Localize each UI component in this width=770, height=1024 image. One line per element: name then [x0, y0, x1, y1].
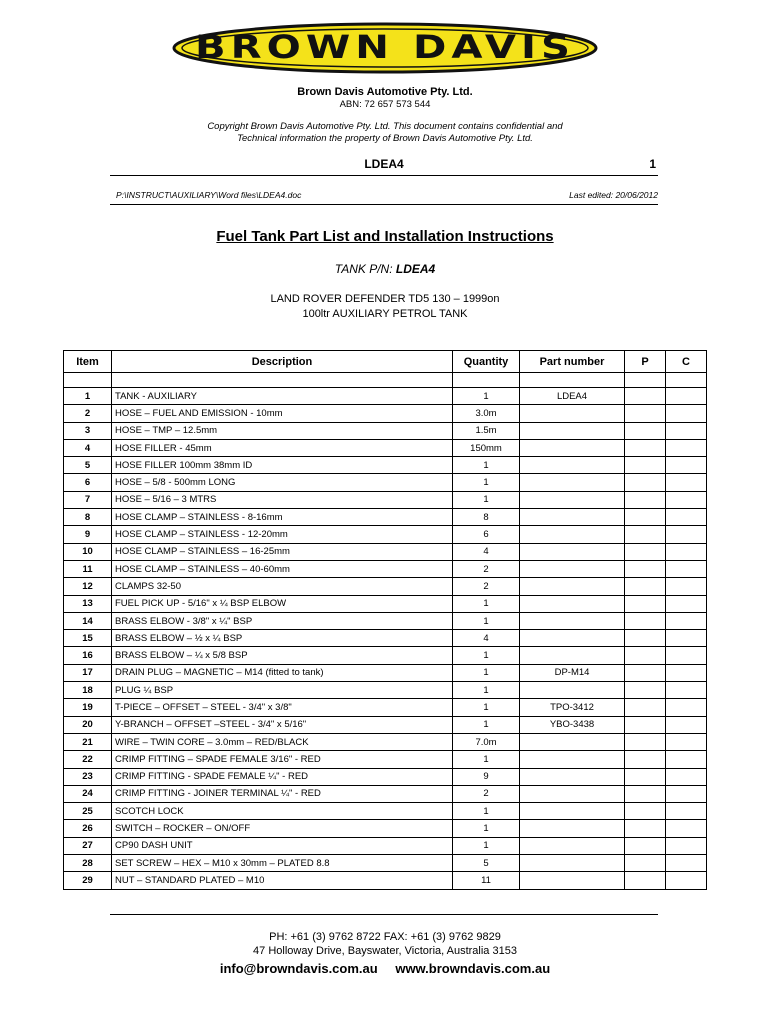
- table-row: [64, 439, 707, 456]
- header-part-number: Part number: [520, 351, 625, 373]
- item-p: [625, 595, 666, 612]
- item-part-number: [520, 422, 625, 439]
- item-number: 12: [64, 578, 112, 595]
- item-c: [666, 457, 707, 474]
- item-c: [666, 768, 707, 785]
- item-description: CP90 DASH UNIT: [112, 837, 453, 854]
- item-number: 23: [64, 768, 112, 785]
- header-divider: [110, 204, 658, 205]
- item-quantity: 1: [453, 474, 520, 491]
- item-quantity: 1: [453, 388, 520, 405]
- item-c: [666, 682, 707, 699]
- vehicle-line-2: 100ltr AUXILIARY PETROL TANK: [302, 308, 468, 320]
- item-p: [625, 820, 666, 837]
- item-part-number: [520, 509, 625, 526]
- table-row: [64, 491, 707, 508]
- item-description: HOSE CLAMP – STAINLESS - 12-20mm: [112, 526, 453, 543]
- copyright-notice: [0, 121, 770, 145]
- item-number: 15: [64, 630, 112, 647]
- item-c: [666, 820, 707, 837]
- item-quantity: 1: [453, 647, 520, 664]
- item-number: 11: [64, 560, 112, 577]
- item-c: [666, 716, 707, 733]
- item-p: [625, 803, 666, 820]
- phone-fax: PH: +61 (3) 9762 8722 FAX: +61 (3) 9762 9829: [269, 931, 501, 943]
- vehicle-line-1: LAND ROVER DEFENDER TD5 130 – 1999on: [270, 293, 500, 305]
- item-part-number: [520, 612, 625, 629]
- item-quantity: 1.5m: [453, 422, 520, 439]
- company-name: Brown Davis Automotive Pty. Ltd.: [297, 86, 473, 98]
- item-number: 7: [64, 491, 112, 508]
- item-quantity: 150mm: [453, 439, 520, 456]
- item-c: [666, 699, 707, 716]
- item-description: SET SCREW – HEX – M10 x 30mm – PLATED 8.8: [112, 855, 453, 872]
- item-description: CRIMP FITTING – SPADE FEMALE 3/16" - RED: [112, 751, 453, 768]
- item-number: 20: [64, 716, 112, 733]
- item-quantity: 9: [453, 768, 520, 785]
- header-p: P: [625, 351, 666, 373]
- item-p: [625, 526, 666, 543]
- item-part-number: YBO-3438: [520, 716, 625, 733]
- table-row: [64, 664, 707, 681]
- item-description: FUEL PICK UP - 5/16" x ¼ BSP ELBOW: [112, 595, 453, 612]
- item-p: [625, 457, 666, 474]
- footer-divider: [110, 914, 658, 915]
- item-quantity: 3.0m: [453, 405, 520, 422]
- item-c: [666, 543, 707, 560]
- item-part-number: [520, 595, 625, 612]
- item-p: [625, 474, 666, 491]
- item-number: 8: [64, 509, 112, 526]
- item-p: [625, 768, 666, 785]
- abn-number: ABN: 72 657 573 544: [339, 99, 431, 110]
- item-quantity: 2: [453, 578, 520, 595]
- table-row: [64, 820, 707, 837]
- item-description: HOSE – 5/8 - 500mm LONG: [112, 474, 453, 491]
- item-c: [666, 855, 707, 872]
- table-row: [64, 526, 707, 543]
- table-row: [64, 837, 707, 854]
- item-quantity: 1: [453, 837, 520, 854]
- item-part-number: [520, 682, 625, 699]
- item-part-number: [520, 785, 625, 802]
- item-description: TANK - AUXILIARY: [112, 388, 453, 405]
- item-description: HOSE FILLER - 45mm: [112, 439, 453, 456]
- item-p: [625, 664, 666, 681]
- item-quantity: 1: [453, 803, 520, 820]
- item-part-number: [520, 751, 625, 768]
- table-spacer-row: [64, 373, 707, 388]
- item-part-number: [520, 872, 625, 889]
- table-row: [64, 647, 707, 664]
- table-row: [64, 768, 707, 785]
- item-quantity: 11: [453, 872, 520, 889]
- table-row: [64, 405, 707, 422]
- table-row: [64, 474, 707, 491]
- item-number: 17: [64, 664, 112, 681]
- item-description: HOSE – 5/16 – 3 MTRS: [112, 491, 453, 508]
- item-quantity: 7.0m: [453, 733, 520, 750]
- item-quantity: 4: [453, 543, 520, 560]
- item-description: BRASS ELBOW - 3/8" x ¼" BSP: [112, 612, 453, 629]
- web-contacts: [0, 961, 770, 976]
- contact-details: [0, 930, 770, 958]
- item-number: 2: [64, 405, 112, 422]
- copyright-line-2: Technical information the property of Brown Davis Automotive Pty. Ltd.: [237, 133, 533, 144]
- table-row: [64, 872, 707, 889]
- table-row: [64, 785, 707, 802]
- item-p: [625, 716, 666, 733]
- item-quantity: 8: [453, 509, 520, 526]
- item-number: 29: [64, 872, 112, 889]
- item-quantity: 1: [453, 491, 520, 508]
- item-p: [625, 405, 666, 422]
- item-p: [625, 699, 666, 716]
- item-quantity: 1: [453, 682, 520, 699]
- table-row: [64, 803, 707, 820]
- last-edited-date: Last edited: 20/06/2012: [569, 190, 658, 200]
- item-part-number: [520, 647, 625, 664]
- table-row: [64, 733, 707, 750]
- item-p: [625, 388, 666, 405]
- item-part-number: [520, 855, 625, 872]
- table-row: [64, 422, 707, 439]
- item-description: HOSE – FUEL AND EMISSION - 10mm: [112, 405, 453, 422]
- table-row: [64, 578, 707, 595]
- address: 47 Holloway Drive, Bayswater, Victoria, Australia 3153: [253, 945, 517, 957]
- item-c: [666, 595, 707, 612]
- item-part-number: [520, 560, 625, 577]
- email-link[interactable]: info@browndavis.com.au: [219, 961, 378, 976]
- item-part-number: [520, 733, 625, 750]
- item-quantity: 1: [453, 595, 520, 612]
- item-description: BRASS ELBOW – ½ x ¼ BSP: [112, 630, 453, 647]
- item-quantity: 1: [453, 664, 520, 681]
- item-part-number: [520, 439, 625, 456]
- item-c: [666, 785, 707, 802]
- item-c: [666, 872, 707, 889]
- table-row: [64, 751, 707, 768]
- header-c: C: [666, 351, 707, 373]
- item-c: [666, 526, 707, 543]
- item-description: HOSE CLAMP – STAINLESS - 8-16mm: [112, 509, 453, 526]
- item-p: [625, 751, 666, 768]
- item-quantity: 2: [453, 560, 520, 577]
- item-number: 13: [64, 595, 112, 612]
- logo-text: BROWN DAVIS: [195, 28, 575, 66]
- item-description: CRIMP FITTING - JOINER TERMINAL ¼" - RED: [112, 785, 453, 802]
- item-p: [625, 785, 666, 802]
- item-number: 24: [64, 785, 112, 802]
- item-part-number: [520, 491, 625, 508]
- item-number: 1: [64, 388, 112, 405]
- item-c: [666, 837, 707, 854]
- item-description: HOSE CLAMP – STAINLESS – 16-25mm: [112, 543, 453, 560]
- item-p: [625, 509, 666, 526]
- item-c: [666, 474, 707, 491]
- item-quantity: 6: [453, 526, 520, 543]
- vehicle-description: [0, 292, 770, 322]
- table-row: [64, 855, 707, 872]
- item-part-number: [520, 457, 625, 474]
- item-quantity: 5: [453, 855, 520, 872]
- item-part-number: [520, 630, 625, 647]
- parts-table: [63, 350, 707, 890]
- item-c: [666, 560, 707, 577]
- item-number: 19: [64, 699, 112, 716]
- item-c: [666, 803, 707, 820]
- item-part-number: [520, 526, 625, 543]
- item-part-number: TPO-3412: [520, 699, 625, 716]
- table-row: [64, 612, 707, 629]
- table-row: [64, 716, 707, 733]
- item-part-number: LDEA4: [520, 388, 625, 405]
- item-number: 22: [64, 751, 112, 768]
- item-c: [666, 647, 707, 664]
- item-p: [625, 647, 666, 664]
- item-p: [625, 733, 666, 750]
- item-c: [666, 509, 707, 526]
- file-path: P:\INSTRUCT\AUXILIARY\Word files\LDEA4.doc: [116, 190, 302, 200]
- item-description: WIRE – TWIN CORE – 3.0mm – RED/BLACK: [112, 733, 453, 750]
- item-quantity: 1: [453, 751, 520, 768]
- item-p: [625, 837, 666, 854]
- item-p: [625, 560, 666, 577]
- item-number: 10: [64, 543, 112, 560]
- header-quantity: Quantity: [453, 351, 520, 373]
- header-description: Description: [112, 351, 453, 373]
- table-row: [64, 457, 707, 474]
- item-number: 27: [64, 837, 112, 854]
- item-part-number: DP-M14: [520, 664, 625, 681]
- item-number: 5: [64, 457, 112, 474]
- item-c: [666, 422, 707, 439]
- item-quantity: 1: [453, 699, 520, 716]
- tank-pn-value: LDEA4: [395, 262, 436, 276]
- item-p: [625, 439, 666, 456]
- item-number: 6: [64, 474, 112, 491]
- item-c: [666, 751, 707, 768]
- item-p: [625, 855, 666, 872]
- item-description: T-PIECE – OFFSET – STEEL - 3/4" x 3/8": [112, 699, 453, 716]
- item-part-number: [520, 768, 625, 785]
- copyright-line-1: Copyright Brown Davis Automotive Pty. Ltd. This document contains confidential and: [207, 121, 563, 132]
- item-part-number: [520, 578, 625, 595]
- item-c: [666, 439, 707, 456]
- tank-pn-label: TANK P/N:: [334, 262, 396, 276]
- item-c: [666, 630, 707, 647]
- item-p: [625, 491, 666, 508]
- item-description: BRASS ELBOW – ¼ x 5/8 BSP: [112, 647, 453, 664]
- item-description: DRAIN PLUG – MAGNETIC – M14 (fitted to tank): [112, 664, 453, 681]
- brown-davis-logo: [172, 22, 598, 74]
- item-description: CLAMPS 32-50: [112, 578, 453, 595]
- item-number: 18: [64, 682, 112, 699]
- item-description: HOSE FILLER 100mm 38mm ID: [112, 457, 453, 474]
- table-row: [64, 699, 707, 716]
- table-header-row: [64, 351, 707, 373]
- item-c: [666, 491, 707, 508]
- table-row: [64, 630, 707, 647]
- table-row: [64, 560, 707, 577]
- item-p: [625, 630, 666, 647]
- item-p: [625, 682, 666, 699]
- table-row: [64, 595, 707, 612]
- item-part-number: [520, 837, 625, 854]
- table-row: [64, 388, 707, 405]
- item-number: 4: [64, 439, 112, 456]
- item-c: [666, 612, 707, 629]
- item-number: 25: [64, 803, 112, 820]
- item-description: SCOTCH LOCK: [112, 803, 453, 820]
- doc-id-row: [110, 157, 658, 176]
- item-description: CRIMP FITTING - SPADE FEMALE ¼" - RED: [112, 768, 453, 785]
- item-c: [666, 733, 707, 750]
- item-part-number: [520, 820, 625, 837]
- item-p: [625, 872, 666, 889]
- item-quantity: 1: [453, 457, 520, 474]
- item-p: [625, 578, 666, 595]
- item-description: PLUG ¼ BSP: [112, 682, 453, 699]
- item-p: [625, 422, 666, 439]
- item-number: 16: [64, 647, 112, 664]
- item-number: 21: [64, 733, 112, 750]
- item-quantity: 1: [453, 716, 520, 733]
- item-description: NUT – STANDARD PLATED – M10: [112, 872, 453, 889]
- item-part-number: [520, 474, 625, 491]
- item-part-number: [520, 803, 625, 820]
- item-c: [666, 578, 707, 595]
- item-p: [625, 612, 666, 629]
- tank-part-number: [0, 262, 770, 276]
- item-part-number: [520, 543, 625, 560]
- item-p: [625, 543, 666, 560]
- document-id: LDEA4: [364, 157, 404, 171]
- item-quantity: 4: [453, 630, 520, 647]
- document-title: Fuel Tank Part List and Installation Instructions: [216, 228, 554, 245]
- table-row: [64, 682, 707, 699]
- item-description: HOSE – TMP – 12.5mm: [112, 422, 453, 439]
- item-number: 26: [64, 820, 112, 837]
- item-quantity: 2: [453, 785, 520, 802]
- item-c: [666, 405, 707, 422]
- item-c: [666, 664, 707, 681]
- item-description: HOSE CLAMP – STAINLESS – 40-60mm: [112, 560, 453, 577]
- item-quantity: 1: [453, 612, 520, 629]
- website-link[interactable]: www.browndavis.com.au: [395, 961, 551, 976]
- header-item: Item: [64, 351, 112, 373]
- table-row: [64, 509, 707, 526]
- item-quantity: 1: [453, 820, 520, 837]
- item-description: Y-BRANCH – OFFSET –STEEL - 3/4" x 5/16": [112, 716, 453, 733]
- item-number: 14: [64, 612, 112, 629]
- item-number: 28: [64, 855, 112, 872]
- page-number: 1: [649, 157, 656, 171]
- item-part-number: [520, 405, 625, 422]
- item-number: 3: [64, 422, 112, 439]
- item-c: [666, 388, 707, 405]
- item-number: 9: [64, 526, 112, 543]
- item-description: SWITCH – ROCKER – ON/OFF: [112, 820, 453, 837]
- table-row: [64, 543, 707, 560]
